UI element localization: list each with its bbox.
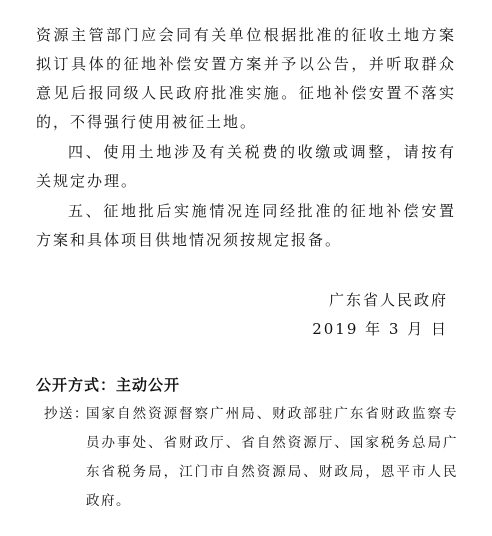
disclosure-method: 公开方式：主动公开 xyxy=(36,376,181,394)
issue-date: 2019 年 3 月 日 xyxy=(312,320,448,338)
issuing-organization: 广东省人民政府 xyxy=(328,291,448,309)
body-paragraph-3: 五、征地批后实施情况连同经批准的征地补偿安置方案和具体项目供地情况须按规定报备。 xyxy=(36,202,456,249)
body-paragraph-1: 资源主管部门应会同有关单位根据批准的征收土地方案拟订具体的征地补偿安置方案并予以公告，并听取群众意见后报同级人民政府批准实施。征地补偿安置不落实的，不得强行使用被征土地。 xyxy=(36,26,456,131)
cc-recipients: 国家自然资源督察广州局、财政部驻广东省财政监察专员办事处、省财政厅、省自然资源厅、国家税务总局广东省税务局，江门市自然资源局、财政局，恩平市人民政府。 xyxy=(86,406,458,509)
cc-label: 抄送： xyxy=(44,406,89,422)
body-paragraph-2: 四、使用土地涉及有关税费的收缴或调整，请按有关规定办理。 xyxy=(36,143,456,190)
